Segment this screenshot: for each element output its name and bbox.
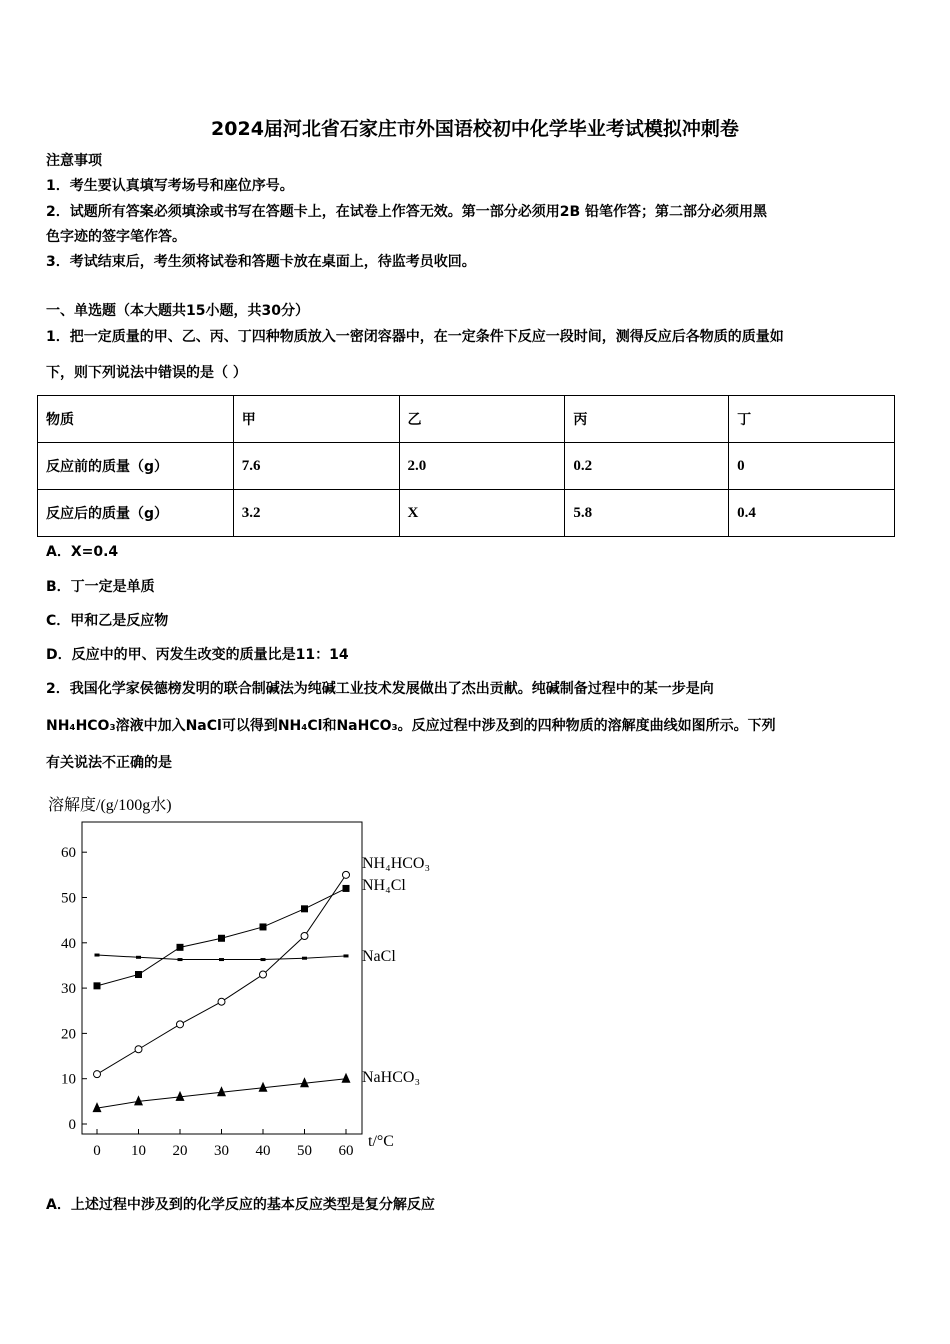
legend-label: NaHCO₃ — [362, 1069, 421, 1086]
table-cell: 甲 — [233, 396, 399, 443]
table-cell: 反应后的质量（g） — [38, 490, 234, 537]
mass-table — [37, 395, 895, 537]
data-point — [301, 905, 308, 912]
data-point — [94, 1071, 101, 1078]
notice-heading: 注意事项 — [46, 153, 102, 169]
y-tick-label: 60 — [61, 845, 76, 862]
y-tick-label: 50 — [61, 890, 76, 907]
legend-label: NH₄HCO₃ — [362, 855, 431, 872]
y-tick-label: 0 — [68, 1117, 76, 1133]
y-tick-label: 20 — [61, 1026, 76, 1043]
notice-item: 3．考试结束后，考生须将试卷和答题卡放在桌面上，待监考员收回。 — [46, 254, 476, 270]
data-point — [259, 1082, 268, 1092]
data-point — [261, 958, 266, 961]
question-text: 下，则下列说法中错误的是（ ） — [46, 365, 247, 381]
data-point — [301, 933, 308, 940]
series-line-0 — [97, 875, 346, 1074]
option-a: A．上述过程中涉及到的化学反应的基本反应类型是复分解反应 — [46, 1197, 435, 1213]
y-tick-label: 30 — [61, 981, 76, 998]
option-d: D．反应中的甲、丙发生改变的质量比是11：14 — [46, 647, 349, 663]
table-cell: 0.2 — [565, 443, 729, 490]
data-point — [260, 923, 267, 930]
question-text: 1．把一定质量的甲、乙、丙、丁四种物质放入一密闭容器中，在一定条件下反应一段时间，测得反应后各物质的质量如 — [46, 329, 784, 345]
data-point — [302, 957, 307, 960]
table-row — [38, 396, 895, 443]
table-cell: 0 — [729, 443, 895, 490]
table-row — [38, 443, 895, 490]
data-point — [177, 1021, 184, 1028]
table-cell: X — [399, 490, 565, 537]
notice-item: 色字迹的签字笔作答。 — [46, 229, 186, 245]
table-cell: 2.0 — [399, 443, 565, 490]
data-point — [135, 1046, 142, 1053]
data-point — [260, 971, 267, 978]
section-heading: 一、单选题（本大题共15小题，共30分） — [46, 303, 309, 319]
table-cell: 丙 — [565, 396, 729, 443]
x-tick-label: 10 — [131, 1143, 146, 1159]
table-cell: 反应前的质量（g） — [38, 443, 234, 490]
solubility-chart — [40, 790, 460, 1170]
table-cell: 乙 — [399, 396, 565, 443]
x-tick-label: 30 — [214, 1143, 229, 1159]
x-tick-label: 50 — [297, 1143, 312, 1159]
notice-item: 2．试题所有答案必须填涂或书写在答题卡上，在试卷上作答无效。第一部分必须用2B 铅笔作答；第二部分必须用黑 — [46, 204, 768, 220]
option-b: B．丁一定是单质 — [46, 579, 155, 595]
data-point — [134, 1095, 143, 1105]
data-point — [217, 1086, 226, 1096]
option-a: A．X=0.4 — [46, 544, 119, 560]
data-point — [176, 1091, 185, 1101]
data-point — [178, 958, 183, 961]
question-text: 有关说法不正确的是 — [46, 755, 172, 771]
table-row — [38, 490, 895, 537]
legend-label: NaCl — [362, 948, 396, 965]
question-text: NH₄HCO₃溶液中加入NaCl可以得到NH₄Cl和NaHCO₃。反应过程中涉及到的四种物质的溶解度曲线如图所示。下列 — [46, 718, 776, 734]
page-title: 2024届河北省石家庄市外国语校初中化学毕业考试模拟冲刺卷 — [211, 118, 739, 140]
data-point — [94, 982, 101, 989]
table-cell: 0.4 — [729, 490, 895, 537]
data-point — [343, 871, 350, 878]
x-tick-label: 40 — [255, 1143, 271, 1159]
table-cell: 3.2 — [233, 490, 399, 537]
legend-label: NH₄Cl — [362, 877, 406, 894]
option-c: C．甲和乙是反应物 — [46, 613, 169, 629]
data-point — [177, 944, 184, 951]
question-text: 2．我国化学家侯德榜发明的联合制碱法为纯碱工业技术发展做出了杰出贡献。纯碱制备过程中的某一步是向 — [46, 681, 714, 697]
data-point — [342, 1073, 351, 1083]
table-cell: 丁 — [729, 396, 895, 443]
data-point — [218, 935, 225, 942]
data-point — [300, 1077, 309, 1087]
table-cell: 5.8 — [565, 490, 729, 537]
data-point — [95, 954, 100, 957]
data-point — [344, 954, 349, 957]
notice-item: 1．考生要认真填写考场号和座位序号。 — [46, 178, 294, 194]
y-axis-label: 溶解度/(g/100g水) — [48, 797, 172, 814]
data-point — [136, 956, 141, 959]
table-cell: 物质 — [38, 396, 234, 443]
data-point — [218, 998, 225, 1005]
y-tick-label: 40 — [61, 935, 76, 952]
data-point — [343, 885, 350, 892]
data-point — [135, 971, 142, 978]
y-tick-label: 10 — [61, 1071, 76, 1088]
x-tick-label: 20 — [172, 1143, 188, 1159]
data-point — [219, 958, 224, 961]
x-axis-label: t/°C — [368, 1133, 394, 1150]
x-tick-label: 0 — [93, 1143, 101, 1159]
table-cell: 7.6 — [233, 443, 399, 490]
x-tick-label: 60 — [338, 1143, 354, 1159]
